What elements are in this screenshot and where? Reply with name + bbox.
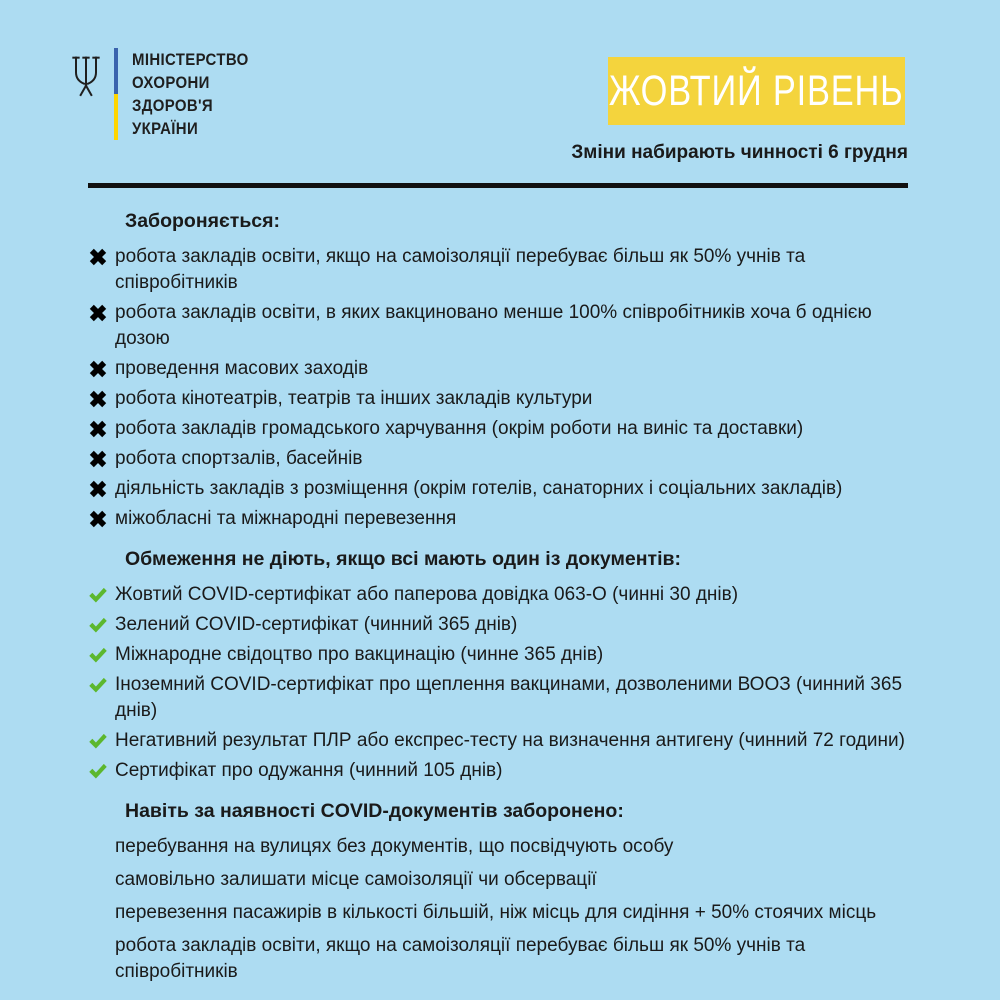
ministry-logo: [70, 48, 265, 140]
level-banner: [608, 57, 905, 125]
list-item: [88, 728, 932, 754]
square-bullet-icon: [88, 834, 115, 863]
list-item: [88, 612, 932, 638]
list-item: [88, 244, 932, 296]
list-item-text: Зелений COVID-сертифікат (чинний 365 днів): [115, 614, 518, 635]
list-item: [88, 900, 932, 929]
list-item-text: робота закладів громадського харчування (окрім роботи на виніс та доставки): [115, 418, 804, 439]
ministry-name-line: УКРАЇНИ: [132, 119, 199, 138]
section-always-prohibited-title: Навіть за наявності COVID-документів заборонено:: [125, 800, 624, 822]
list-item-text: робота закладів освіти, в яких вакциновано менше 100% співробітників хоча б однією дозою: [115, 302, 872, 349]
ministry-name-line: МІНІСТЕРСТВО: [132, 50, 249, 69]
list-item: [88, 356, 932, 382]
x-mark-icon: [88, 356, 115, 379]
list-item: [88, 672, 932, 724]
x-mark-icon: [88, 244, 115, 267]
check-icon: [88, 728, 115, 751]
x-mark-icon: [88, 300, 115, 323]
check-icon: [88, 582, 115, 605]
list-item: [88, 446, 932, 472]
level-banner-label: ЖОВТИЙ РІВЕНЬ: [609, 66, 904, 115]
check-icon: [88, 642, 115, 665]
list-item-text: Негативний результат ПЛР або експрес-тесту на визначення антигену (чинний 72 години): [115, 730, 905, 751]
list-item: [88, 300, 932, 352]
check-icon: [88, 672, 115, 695]
list-item-text: перебування на вулицях без документів, що посвідчують особу: [115, 836, 674, 857]
x-mark-icon: [88, 476, 115, 499]
ministry-name-line: ОХОРОНИ: [132, 73, 210, 92]
content: [88, 208, 932, 989]
flag-divider-bar: [114, 48, 118, 140]
check-icon: [88, 612, 115, 635]
always-prohibited-list: [88, 834, 932, 985]
list-item: [88, 933, 932, 985]
list-item-text: перевезення пасажирів в кількості більшій, ніж місць для сидіння + 50% стоячих місць: [115, 902, 877, 923]
check-icon: [88, 758, 115, 781]
list-item-text: діяльність закладів з розміщення (окрім готелів, санаторних і соціальних закладів): [115, 478, 843, 499]
list-item-text: Іноземний COVID-сертифікат про щеплення вакцинами, дозволеними ВООЗ (чинний 365 днів): [115, 674, 903, 721]
list-item-text: робота закладів освіти, якщо на самоізоляції перебуває більш як 50% учнів та співробітників: [115, 246, 806, 293]
list-item: [88, 834, 932, 863]
list-item: [88, 416, 932, 442]
list-item: [88, 476, 932, 502]
list-item: [88, 642, 932, 668]
ukraine-trident-icon: [70, 48, 104, 105]
x-mark-icon: [88, 386, 115, 409]
section-exemptions-title: Обмеження не діють, якщо всі мають один із документів:: [125, 548, 681, 570]
list-item-text: робота спортзалів, басейнів: [115, 448, 363, 469]
divider-line: [88, 183, 908, 188]
ministry-name: [132, 48, 249, 140]
list-item: [88, 582, 932, 608]
list-item-text: Міжнародне свідоцтво про вакцинацію (чинне 365 днів): [115, 644, 604, 665]
list-item-text: робота закладів освіти, якщо на самоізоляції перебуває більш як 50% учнів та співробітників: [115, 935, 806, 982]
section-always-prohibited: [88, 798, 932, 985]
list-item: [88, 386, 932, 412]
list-item-text: Сертифікат про одужання (чинний 105 днів): [115, 760, 503, 781]
list-item-text: міжобласні та міжнародні перевезення: [115, 508, 457, 529]
effective-date-note: Зміни набирають чинності 6 грудня: [571, 142, 908, 163]
prohibited-list: [88, 244, 932, 532]
list-item: [88, 867, 932, 896]
list-item: [88, 506, 932, 532]
exemptions-list: [88, 582, 932, 784]
list-item-text: проведення масових заходів: [115, 358, 369, 379]
list-item-text: робота кінотеатрів, театрів та інших закладів культури: [115, 388, 593, 409]
list-item: [88, 758, 932, 784]
section-prohibited-title: Забороняється:: [125, 210, 281, 232]
square-bullet-icon: [88, 900, 115, 929]
section-exemptions: [88, 546, 932, 784]
x-mark-icon: [88, 446, 115, 469]
list-item-text: самовільно залишати місце самоізоляції чи обсервації: [115, 869, 597, 890]
list-item-text: Жовтий COVID-сертифікат або паперова довідка 063-О (чинні 30 днів): [115, 584, 739, 605]
ministry-name-line: ЗДОРОВ'Я: [132, 96, 214, 115]
section-prohibited: [88, 208, 932, 532]
square-bullet-icon: [88, 933, 115, 962]
square-bullet-icon: [88, 867, 115, 896]
x-mark-icon: [88, 416, 115, 439]
x-mark-icon: [88, 506, 115, 529]
